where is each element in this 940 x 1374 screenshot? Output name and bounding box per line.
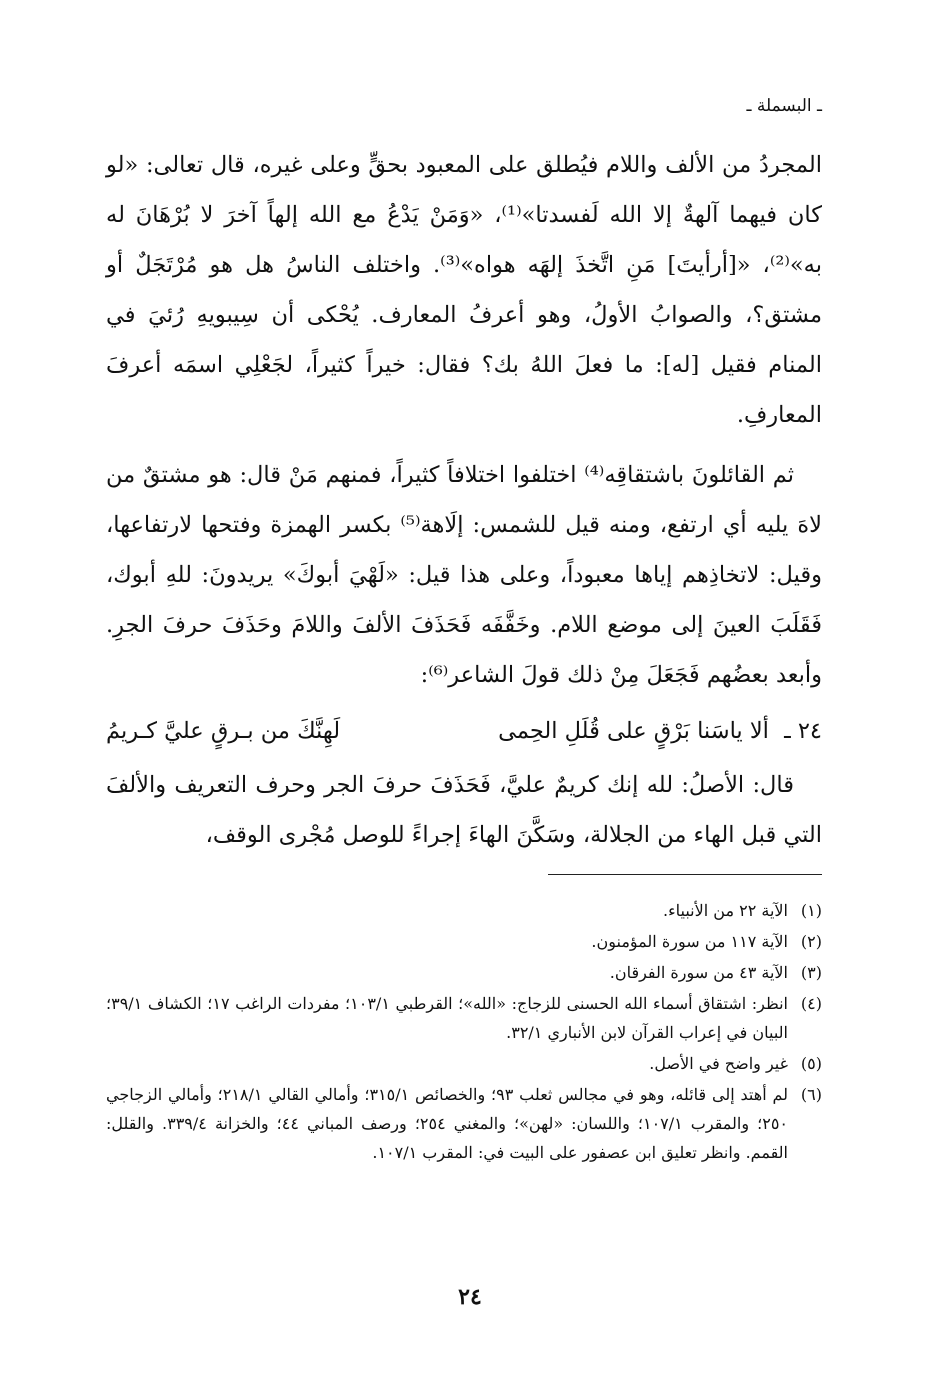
verse-second-hemistich: لَهِنَّكَ من بـرقٍ عليَّ كـريمُ bbox=[106, 718, 341, 744]
footnote-text: الآية ٢٢ من الأنبياء. bbox=[663, 901, 788, 920]
verse-first-hemistich bbox=[498, 706, 822, 756]
footnote-2 bbox=[106, 927, 822, 956]
footnote-5 bbox=[106, 1049, 822, 1078]
footnote-1 bbox=[106, 896, 822, 925]
footnote-4 bbox=[106, 989, 822, 1047]
footnote-number: (٤) bbox=[800, 994, 822, 1013]
footnote-text: الآية ٤٣ من سورة الفرقان. bbox=[609, 963, 788, 982]
footnote-number: (٢) bbox=[800, 932, 822, 951]
page-number: ٢٤ bbox=[458, 1284, 482, 1310]
footnote-number: (٥) bbox=[800, 1054, 822, 1073]
main-text bbox=[106, 140, 822, 860]
closing-paragraph: قال: الأصلُ: لله إنك كريمٌ عليَّ، فَحَذَفَ حرفَ الجر وحرف التعريف والألفَ التي قبل الهاء من الجلالة، وسَكَّنَ الهاءَ إجراءً للوصل مُجْرى الوقف، bbox=[106, 772, 822, 848]
verse-number: ٢٤ ـ bbox=[784, 718, 822, 744]
footnotes bbox=[106, 896, 822, 1169]
footnote-separator bbox=[548, 874, 822, 875]
running-head: ـ البسملة ـ bbox=[746, 96, 822, 116]
footnote-text: لم أهتد إلى قائله، وهو في مجالس ثعلب ٩٣؛ والخصائص ٣١٥/١؛ وأمالي القالي ٢١٨/١؛ وأمالي الزجاجي ٢٥٠؛ والمقرب ١٠٧/١؛ واللسان: «لهن»؛ والمغني ٢٥٤؛ ورصف المباني ٤٤؛ والخزانة ٣٣٩/٤. والقلل: القمم. وانظر تعليق ابن عصفور على البيت في: المقرب ١٠٧/١. bbox=[106, 1085, 789, 1162]
footnote-6 bbox=[106, 1080, 822, 1167]
footnote-text: انظر: اشتقاق أسماء الله الحسنى للزجاج: «الله»؛ القرطبي ١٠٣/١؛ مفردات الراغب ١٧؛ الكشاف ٣٩/١؛ البيان في إعراب القرآن لابن الأنباري ٣٢/١. bbox=[106, 994, 788, 1042]
footnote-text: الآية ١١٧ من سورة المؤمنون. bbox=[591, 932, 788, 951]
footnote-text: غير واضح في الأصل. bbox=[649, 1054, 788, 1073]
paragraph-2: ثم القائلونَ باشتقاقِه⁽⁴⁾ اختلفوا اختلافاً كثيراً، فمنهم مَنْ قال: هو مشتقٌ من لاهَ يليه أي ارتفع، ومنه قيل للشمس: إلَاهة⁽⁵⁾ بكسر الهمزة وفتحها لارتفاعها، وقيل: لاتخاذِهم إياها معبوداً، وعلى هذا قيل: «لَهْيَ أبوكَ» يريدونَ: للهِ أبوك، فَقَلَبَ العينَ إلى موضع اللام. وخَفَّفَه فَحَذَفَ الألفَ واللامَ وحَذَفَ حرفَ الجرِ. وأبعد بعضُهم فَجَعَلَ مِنْ ذلك قولَ الشاعر⁽⁶⁾: bbox=[106, 462, 822, 688]
footnote-3 bbox=[106, 958, 822, 987]
footnote-number: (١) bbox=[800, 901, 822, 920]
poetry-verse bbox=[106, 706, 822, 756]
footnote-number: (٦) bbox=[800, 1085, 822, 1104]
verse-first-text: ألا ياسَنا بَرْقٍ على قُلَلِ الحِمى bbox=[498, 718, 769, 744]
paragraph-1: المجردُ من الألف واللام فيُطلق على المعبود بحقٍّ وعلى غيره، قال تعالى: «لو كان فيهما آلهةٌ إلا الله لَفسدتا»⁽¹⁾، «وَمَنْ يَدْعُ مع الله إلهاً آخرَ لا بُرْهَانَ له به»⁽²⁾، «[أرأيتَ] مَنِ اتَّخذَ إلهَه هواه»⁽³⁾. واختلف الناسُ هل هو مُرْتَجَلٌ أو مشتق؟، والصوابُ الأولُ، وهو أعرفُ المعارف. يُحْكى أن سِيبويهِ رُئيَ في المنام فقيل [له]: ما فعلَ اللهُ بك؟ فقال: خيراً كثيراً، لجَعْلِي اسمَه أعرفَ المعارفِ. bbox=[106, 152, 823, 428]
footnote-number: (٣) bbox=[800, 963, 822, 982]
